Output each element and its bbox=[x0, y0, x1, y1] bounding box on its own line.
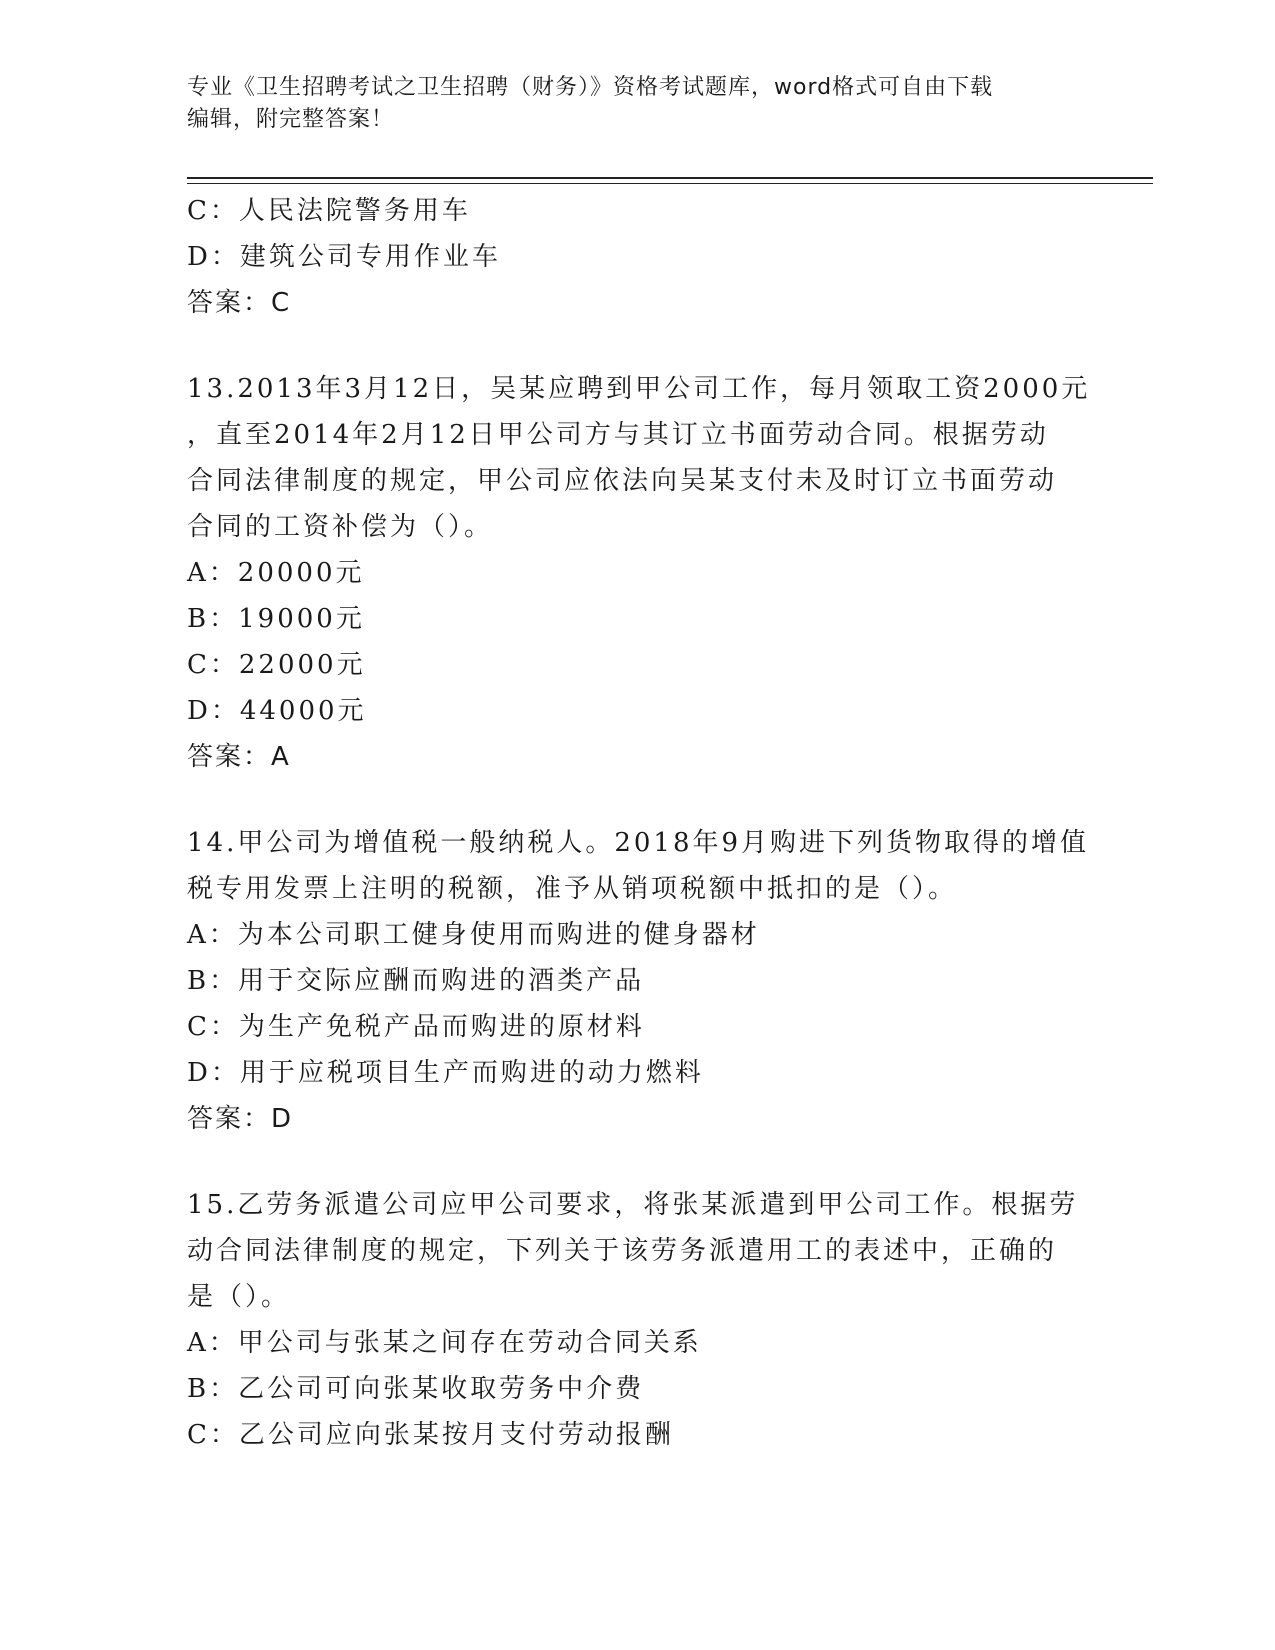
question-text-line: 动合同法律制度的规定，下列关于该劳务派遣用工的表述中，正确的 bbox=[187, 1236, 1058, 1266]
option-a: A：甲公司与张某之间存在劳动合同关系 bbox=[187, 1328, 702, 1358]
question-text-line: ，直至2014年2月12日甲公司方与其订立书面劳动合同。根据劳动 bbox=[187, 420, 1049, 450]
option-b: B：乙公司可向张某收取劳务中介费 bbox=[187, 1374, 645, 1404]
option-d: D：用于应税项目生产而购进的动力燃料 bbox=[187, 1058, 704, 1088]
option-d: D：44000元 bbox=[187, 696, 367, 726]
document-header bbox=[187, 72, 1087, 136]
answer-line: 答案：C bbox=[187, 288, 292, 318]
option-b: B：19000元 bbox=[187, 604, 365, 634]
spacer bbox=[187, 1142, 1087, 1182]
question-text-line: 合同法律制度的规定，甲公司应依法向吴某支付未及时订立书面劳动 bbox=[187, 466, 1058, 496]
question-text-line: 合同的工资补偿为（）。 bbox=[187, 512, 494, 542]
question-text-line: 税专用发票上注明的税额，准予从销项税额中抵扣的是（）。 bbox=[187, 874, 958, 904]
answer-line: 答案：D bbox=[187, 1104, 294, 1134]
option-c: C：22000元 bbox=[187, 650, 366, 680]
prev-question-block bbox=[187, 188, 1087, 326]
question-text-line: 是（）。 bbox=[187, 1282, 291, 1312]
question-13 bbox=[187, 366, 1091, 780]
header-rule-thin bbox=[187, 183, 1153, 184]
option-a: A：20000元 bbox=[187, 558, 365, 588]
spacer bbox=[187, 780, 1087, 820]
option-c: C：为生产免税产品而购进的原材料 bbox=[187, 1012, 645, 1042]
question-text-line: 15.乙劳务派遣公司应甲公司要求，将张某派遣到甲公司工作。根据劳 bbox=[187, 1190, 1079, 1220]
question-text-line: 14.甲公司为增值税一般纳税人。2018年9月购进下列货物取得的增值 bbox=[187, 828, 1090, 858]
header-line-2: 编辑，附完整答案！ bbox=[187, 107, 395, 132]
option-d: D：建筑公司专用作业车 bbox=[187, 242, 501, 272]
answer-line: 答案：A bbox=[187, 742, 291, 772]
question-15 bbox=[187, 1182, 1087, 1458]
option-b: B：用于交际应酬而购进的酒类产品 bbox=[187, 966, 645, 996]
question-content bbox=[187, 188, 1091, 1458]
header-line-1: 专业《卫生招聘考试之卫生招聘（财务）》资格考试题库，word格式可自由下载 bbox=[187, 75, 994, 100]
option-c: C：人民法院警务用车 bbox=[187, 196, 471, 226]
spacer bbox=[187, 326, 1087, 366]
question-14 bbox=[187, 820, 1090, 1142]
option-a: A：为本公司职工健身使用而购进的健身器材 bbox=[187, 920, 760, 950]
option-c: C：乙公司应向张某按月支付劳动报酬 bbox=[187, 1420, 674, 1450]
question-text-line: 13.2013年3月12日，吴某应聘到甲公司工作，每月领取工资2000元 bbox=[187, 374, 1091, 404]
header-rule-thick bbox=[187, 177, 1153, 179]
